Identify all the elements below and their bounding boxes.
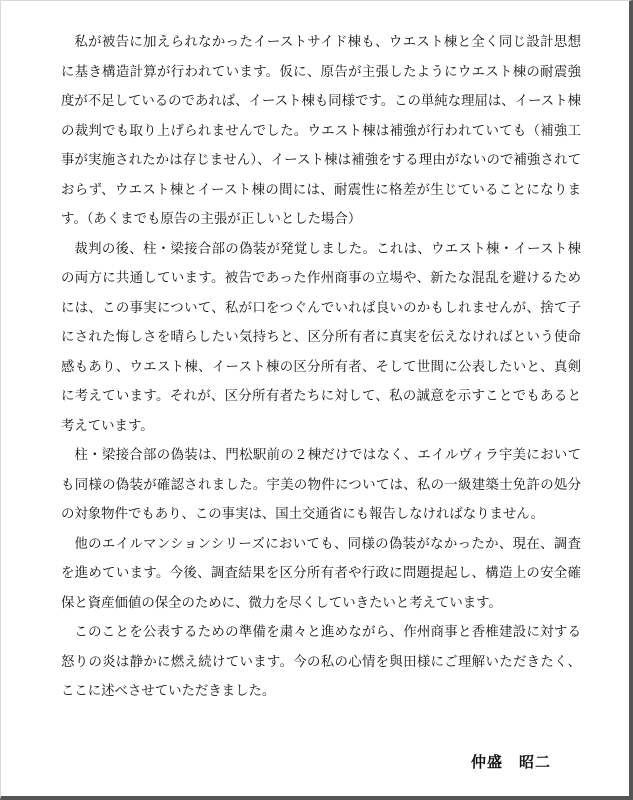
paragraph-3: 柱・梁接合部の偽装は、門松駅前の２棟だけではなく、エイルヴィラ宇美においても同様の偽装が確認されました。宇美の物件については、私の一級建築士免許の処分の対象物件でもあり、この事実は、国土交通省にも報告しなければなりません。 xyxy=(61,448,581,522)
letter-body xyxy=(61,28,581,707)
signature-name: 仲盛 昭二 xyxy=(471,753,552,771)
paragraph-2: 裁判の後、柱・梁接合部の偽装が発覚しました。これは、ウエスト棟・イースト棟の両方に共通しています。被告であった作州商事の立場や、新たな混乱を避けるためには、この事実について、私が口をつぐんでいれば良いのかもしれませんが、捨て子にされた悔しさを晴らしたい気持ちと、区分所有者に真実を伝えなければという使命感もあり、ウエスト棟、イースト棟の区分所有者、そして世間に公表したいと、真剣に考えています。それが、区分所有者たちに対して、私の誠意を示すことでもあると考えています。 xyxy=(61,241,581,434)
paragraph-4: 他のエイルマンションシリーズにおいても、同様の偽装がなかったか、現在、調査を進めています。今後、調査結果を区分所有者や行政に問題提起し、構造上の安全確保と資産価値の保全のために、微力を尽くしていきたいと考えています。 xyxy=(61,536,581,611)
paragraph-5: このことを公表するための準備を粛々と進めながら、作州商事と香椎建設に対する怒りの炎は静かに燃え続けています。今の私の心情を與田様にご理解いただきたく、ここに述べさせていただきました。 xyxy=(61,625,581,699)
paragraph-1: 私が被告に加えられなかったイーストサイド棟も、ウエスト棟と全く同じ設計思想に基き構造計算が行われています。仮に、原告が主張したようにウエスト棟の耐震強度が不足しているのであれば、イースト棟も同様です。この単純な理屈は、イースト棟の裁判でも取り上げられませんでした。ウエスト棟は補強が行われていても（補強工事が実施されたかは存じません）、イースト棟は補強をする理由がないので補強されておらず、ウエスト棟とイースト棟の間には、耐震性に格差が生じていることになります。（あくまでも原告の主張が正しいとした場合） xyxy=(61,35,581,227)
